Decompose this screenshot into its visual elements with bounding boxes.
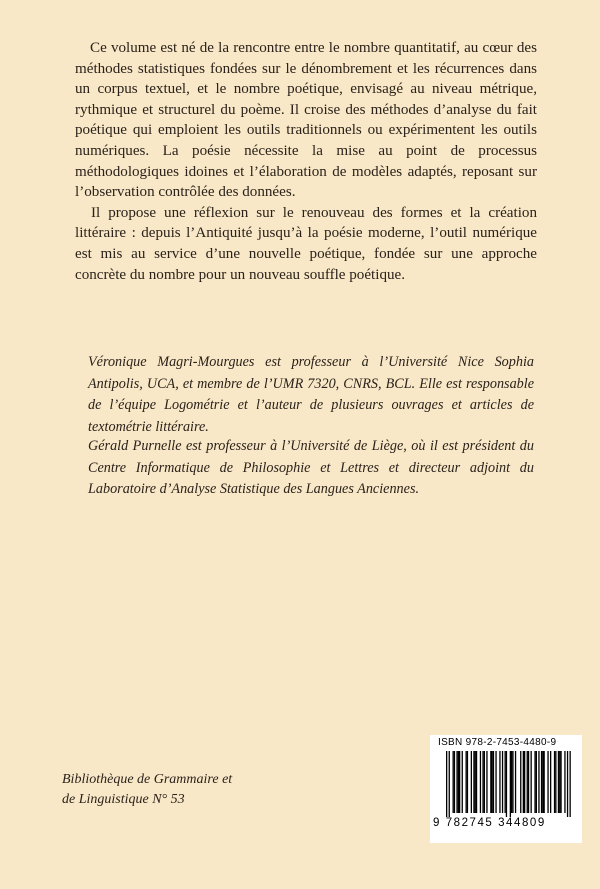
barcode-bar	[453, 751, 454, 813]
barcode-bar	[492, 751, 493, 813]
barcode-bar	[459, 751, 460, 813]
barcode-bar	[490, 751, 491, 813]
barcode-bar	[456, 751, 457, 813]
series-title-line-1: Bibliothèque de Grammaire et	[62, 772, 233, 787]
barcode-bar	[520, 751, 521, 813]
barcode-bar	[486, 751, 487, 813]
barcode-bar	[471, 751, 472, 813]
barcode-bars	[446, 751, 572, 817]
barcode-bar	[542, 751, 543, 813]
barcode-bar	[538, 751, 539, 813]
barcode-bar	[541, 751, 542, 813]
barcode-bar	[536, 751, 537, 813]
barcode-bar	[511, 751, 512, 813]
barcode-bar	[506, 751, 507, 817]
barcode-bar	[502, 751, 503, 813]
barcode-bar	[550, 751, 551, 813]
barcode-bar	[495, 751, 496, 813]
barcode-bar	[527, 751, 528, 813]
description-paragraph-2: Il propose une réflexion sur le renouveau des formes et la création littéraire : depuis l’Antiquité jusqu’à la poésie moderne, l’outil numérique est mis au service d’une nouvelle poétique, fondée sur une approche concrète du nombre pour un nouveau souffle poétique.	[75, 204, 537, 283]
barcode-bar	[544, 751, 545, 813]
barcode-bar	[449, 751, 450, 817]
barcode-bar	[454, 751, 455, 813]
barcode-bar	[510, 751, 511, 817]
barcode-bar	[558, 751, 559, 813]
barcode-bar	[567, 751, 568, 817]
isbn-label: ISBN 978-2-7453-4480-9	[438, 737, 557, 748]
barcode-bar	[462, 751, 463, 813]
barcode-bar	[493, 751, 494, 813]
barcode-bar	[528, 751, 529, 813]
barcode-bar	[534, 751, 535, 813]
barcode-bar	[473, 751, 474, 813]
barcode-bar	[482, 751, 483, 813]
barcode-bar	[484, 751, 485, 813]
barcode-bar	[523, 751, 524, 813]
barcode-bar	[446, 751, 447, 817]
barcode-bar	[499, 751, 500, 813]
isbn-barcode	[430, 735, 582, 843]
barcode-bar	[555, 751, 556, 813]
barcode-bar	[467, 751, 468, 813]
barcode-bar	[560, 751, 561, 813]
barcode-bar	[554, 751, 555, 813]
barcode-bar	[476, 751, 477, 813]
barcode-bar	[524, 751, 525, 813]
barcode-bar	[466, 751, 467, 813]
description-paragraph-1: Ce volume est né de la rencontre entre le nombre quantitatif, au cœur des méthodes statistiques fondées sur le dénombrement et les récurrences dans un corpus textuel, et le nombre poétique, envisagé au niveau métrique, rythmique et structurel du poème. Il croise des méthodes d’analyse du fait poétique qui emploient les outils traditionnels ou expérimentent les outils numériques. La poésie nécessite la mise au point de processus méthodologiques idoines et l’élaboration de modèles adaptés, reposant sur l’observation contrôlée des données.	[75, 40, 537, 201]
barcode-bar	[531, 751, 532, 813]
barcode-bar	[458, 751, 459, 813]
barcode-bar	[512, 751, 513, 813]
barcode-bar	[475, 751, 476, 813]
series-title-line-2: de Linguistique N° 53	[62, 792, 185, 807]
book-description	[75, 38, 537, 285]
barcode-digits: 9 782745 344809	[433, 817, 546, 829]
barcode-bar	[570, 751, 571, 817]
barcode-bar	[564, 751, 565, 813]
barcode-bar	[559, 751, 560, 813]
barcode-bar	[515, 751, 516, 813]
barcode-bar	[480, 751, 481, 813]
series-title	[62, 770, 282, 810]
author-bio-magri-mourgues: Véronique Magri-Mourgues est professeur à l’Université Nice Sophia Antipolis, UCA, et membre de l’UMR 7320, CNRS, BCL. Elle est responsable de l’équipe Logométrie et l’auteur de plusieurs ouvrages et articles de textométrie littéraire.	[88, 354, 534, 435]
barcode-bar	[505, 751, 506, 813]
barcode-bar	[547, 751, 548, 813]
author-bio-purnelle: Gérald Purnelle est professeur à l’Université de Liège, où il est président du Centre Informatique de Philosophie et Lettres et directeur adjoint du Laboratoire d’Analyse Statistique des Langues Anciennes.	[88, 438, 534, 497]
